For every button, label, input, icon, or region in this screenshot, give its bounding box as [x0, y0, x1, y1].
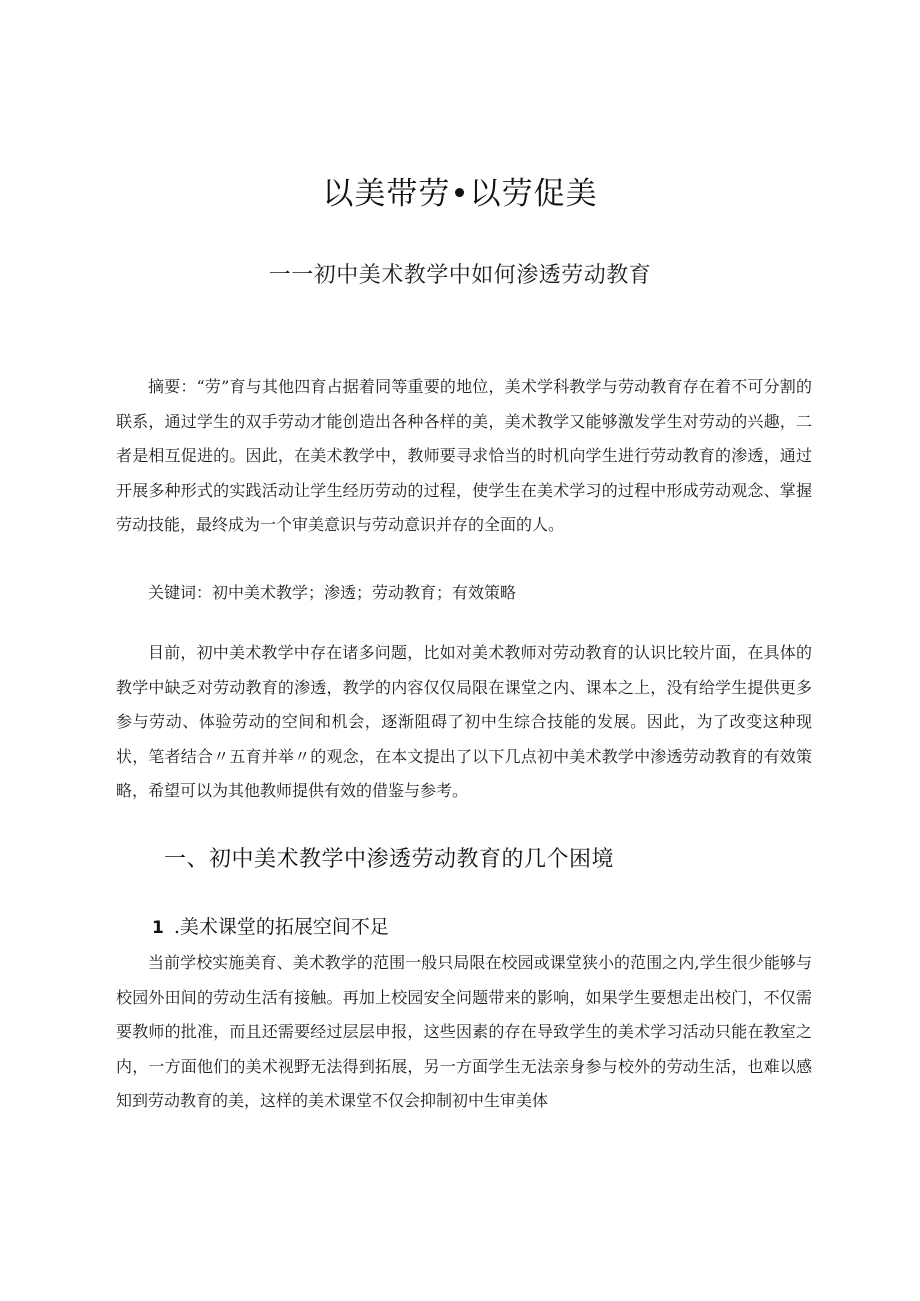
document-subtitle: 一一初中美术教学中如何渗透劳动教育: [268, 263, 652, 288]
section-heading: 一、初中美术教学中渗透劳动教育的几个困境: [164, 847, 615, 872]
subsection-title: .美术课堂的拓展空间不足: [173, 916, 389, 938]
abstract-paragraph: 摘要：“劳”育与其他四育占据着同等重要的地位，美术学科教学与劳动教育存在着不可分割的联系，通过学生的双手劳动才能创造出各种各样的美，美术教学又能够激发学生对劳动的兴趣，二者是相互促进的。因此，在美术教学中，教师要寻求恰当的时机向学生进行劳动教育的渗透，通过开展多种形式的实践活动让学生经历劳动的过程，使学生在美术学习的过程中形成劳动观念、掌握劳动技能，最终成为一个审美意识与劳动意识并存的全面的人。: [116, 377, 812, 534]
subsection-number: 1: [152, 918, 164, 938]
document-title: 以美带劳•以劳促美: [322, 176, 598, 212]
subsection-body-paragraph: 当前学校实施美育、美术教学的范围一般只局限在校园或课堂狭小的范围之内,学生很少能够与校园外田间的劳动生活有接触。再加上校园安全问题带来的影响，如果学生要想走出校门，不仅需要教师的批准，而且还需要经过层层申报，这些因素的存在导致学生的美术学习活动只能在教室之内，一方面他们的美术视野无法得到拓展，另一方面学生无法亲身参与校外的劳动生活，也难以感知到劳动教育的美，这样的美术课堂不仅会抑制初中生审美体: [116, 953, 812, 1110]
keywords-paragraph: 关键词：初中美术教学；渗透；劳动教育；有效策略: [148, 583, 517, 602]
subsection-heading: [152, 912, 389, 939]
intro-paragraph: 目前，初中美术教学中存在诸多问题，比如对美术教师对劳动教育的认识比较片面，在具体的教学中缺乏对劳动教育的渗透，教学的内容仅仅局限在课堂之内、课本之上，没有给学生提供更多参与劳动、体验劳动的空间和机会，逐渐阻碍了初中生综合技能的发展。因此，为了改变这种现状，笔者结合〃五育并举〃的观念，在本文提出了以下几点初中美术教学中渗透劳动教育的有效策略，希望可以为其他教师提供有效的借鉴与参考。: [116, 643, 812, 800]
